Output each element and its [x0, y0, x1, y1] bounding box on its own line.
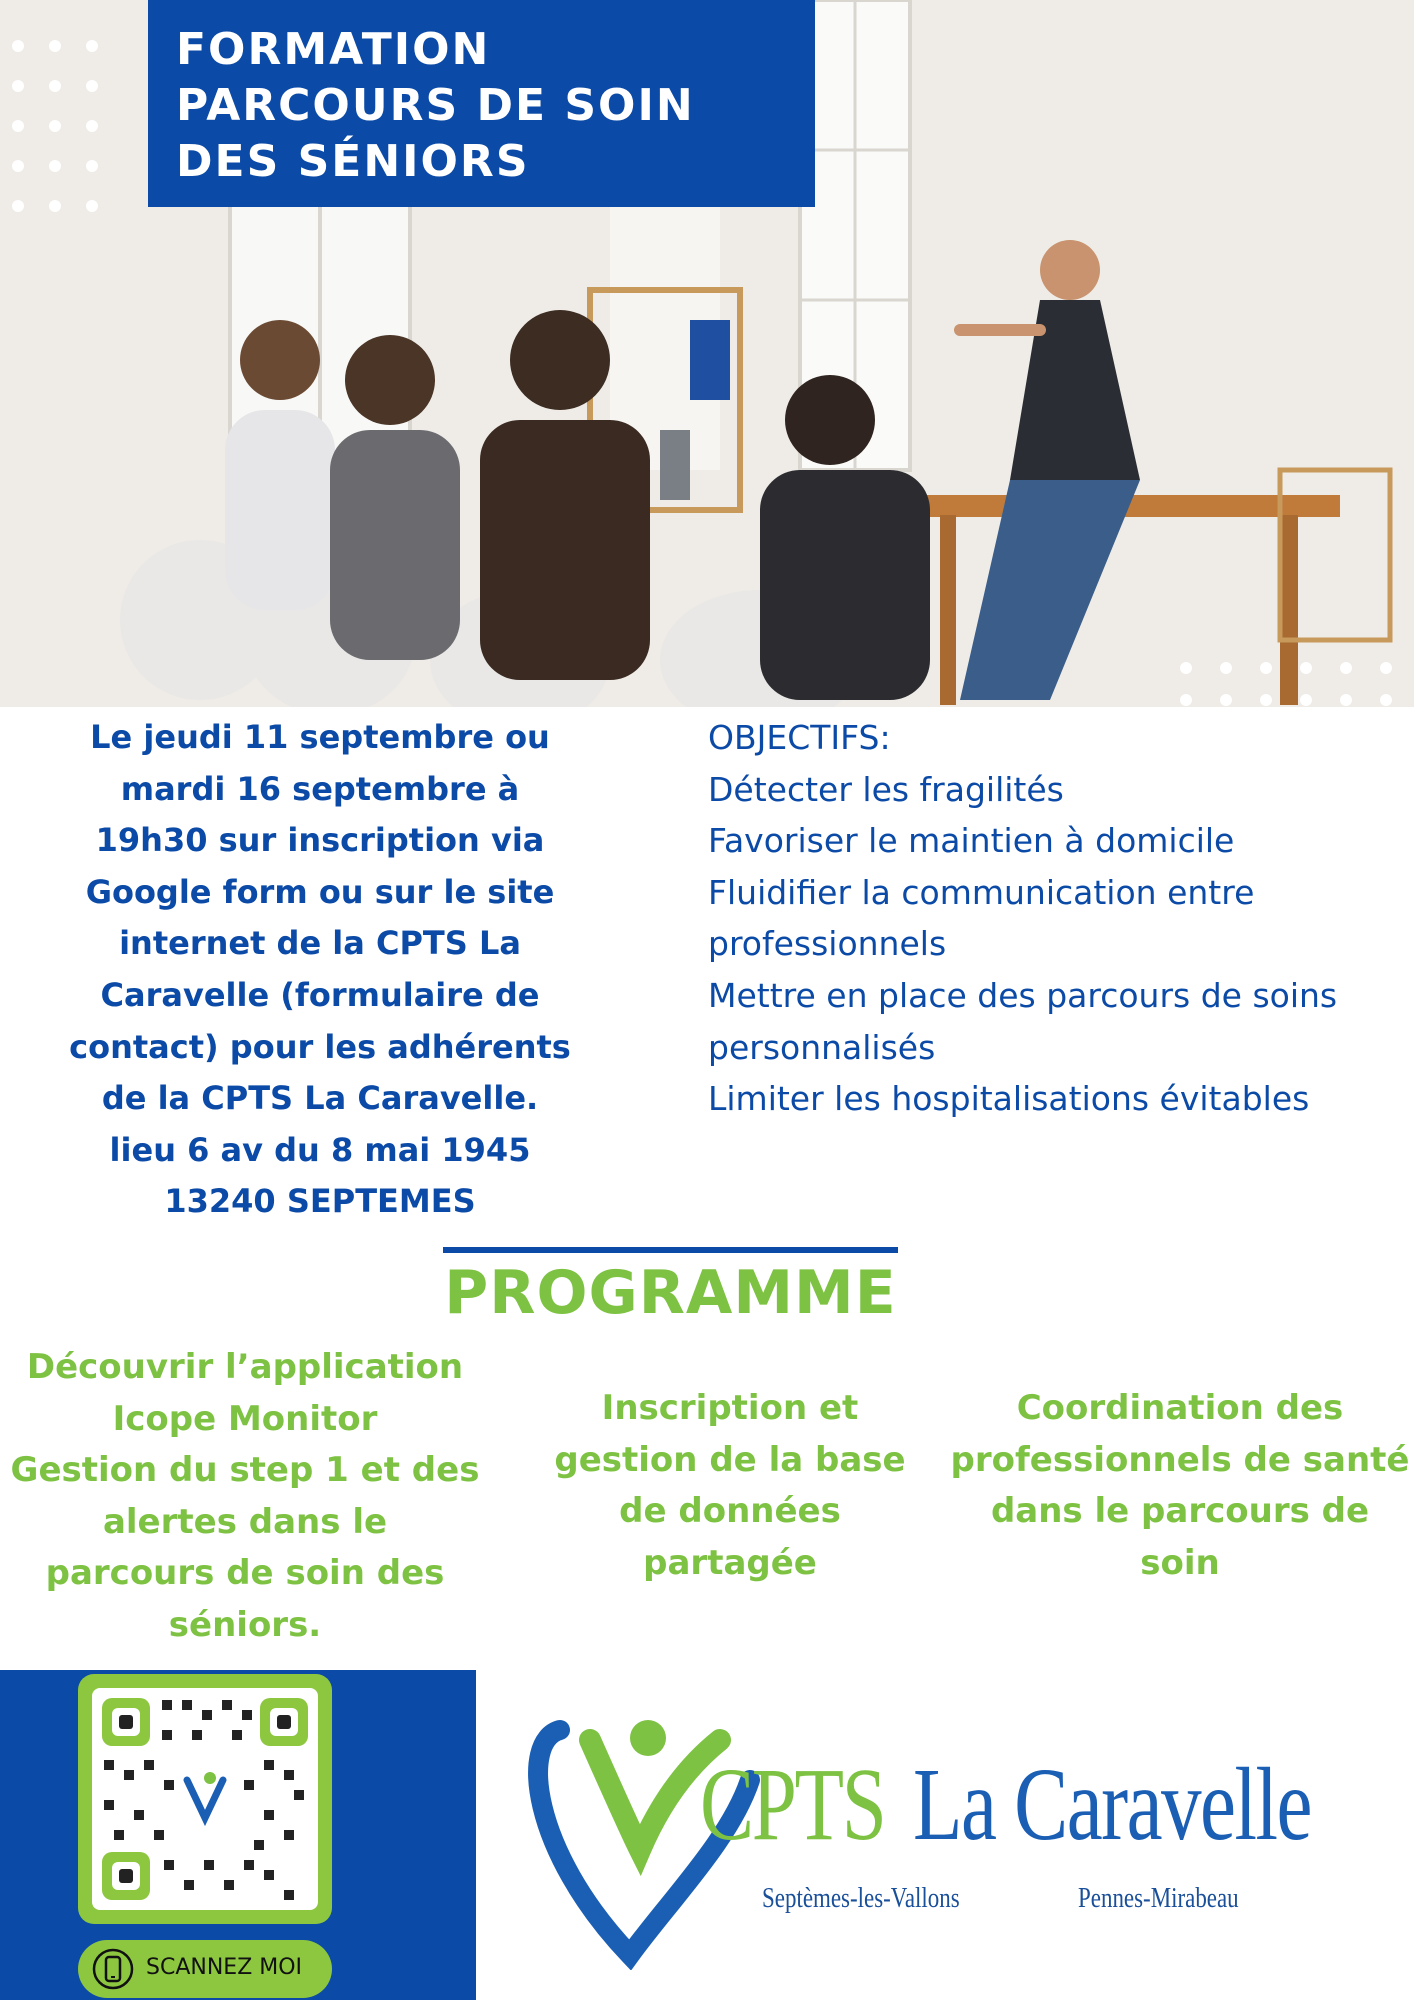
programme-line: soin — [1140, 1542, 1220, 1583]
objective-line: Mettre en place des parcours de soins — [708, 975, 1338, 1015]
programme-item-2 — [545, 1383, 915, 1589]
scan-button-label: SCANNEZ MOI — [146, 1955, 303, 1980]
title-line-1: FORMATION — [176, 24, 491, 75]
programme-line: Icope Monitor — [112, 1398, 378, 1439]
programme-line: gestion de la base — [554, 1439, 906, 1480]
info-line: lieu 6 av du 8 mai 1945 — [109, 1130, 531, 1169]
event-info — [40, 712, 600, 1228]
programme-line: de données — [619, 1491, 841, 1532]
logo-cpts-text: CPTS — [700, 1747, 885, 1862]
dot-pattern-left — [0, 20, 110, 240]
programme-line: Coordination des — [1016, 1388, 1344, 1428]
qr-code-icon — [92, 1688, 318, 1910]
objective-line: professionnels — [708, 924, 947, 964]
info-line: Caravelle (formulaire de — [100, 975, 540, 1014]
programme-item-1 — [10, 1342, 480, 1652]
objective-line: Détecter les fragilités — [708, 769, 1064, 809]
info-line: contact) pour les adhérents — [69, 1027, 571, 1066]
info-line: Le jeudi 11 septembre ou — [90, 718, 550, 756]
phone-icon — [92, 1948, 134, 1990]
programme-line: séniors. — [168, 1604, 322, 1645]
title-banner — [148, 0, 815, 207]
info-line: 19h30 sur inscription via — [95, 821, 545, 860]
programme-item-3 — [945, 1383, 1414, 1589]
objective-line: personnalisés — [708, 1027, 936, 1067]
programme-line: Découvrir l’application — [26, 1347, 464, 1387]
objective-line: Fluidifier la communication entre — [708, 872, 1255, 912]
dot-pattern-right — [1170, 656, 1414, 707]
objectives — [708, 712, 1398, 1125]
programme-line: professionnels de santé — [950, 1439, 1410, 1480]
objective-line: Limiter les hospitalisations évitables — [708, 1079, 1310, 1119]
title-line-2: PARCOURS DE SOIN — [176, 80, 695, 131]
qr-code[interactable] — [92, 1688, 318, 1910]
logo-la-caravelle-text: La Caravelle — [913, 1747, 1311, 1862]
objective-line: Favoriser le maintien à domicile — [708, 821, 1235, 861]
programme-line: Inscription et — [601, 1388, 859, 1428]
programme-line: parcours de soin des — [45, 1553, 445, 1594]
programme-line: alertes dans le — [102, 1501, 388, 1542]
info-line: internet de la CPTS La — [119, 924, 521, 963]
programme-line: dans le parcours de — [990, 1491, 1370, 1532]
info-line: de la CPTS La Caravelle. — [101, 1079, 539, 1118]
programme-title: PROGRAMME — [444, 1258, 897, 1328]
programme-line: partagée — [643, 1542, 817, 1583]
logo-subtitle-pennes: Pennes-Mirabeau — [1078, 1883, 1239, 1914]
programme-line: Gestion du step 1 et des — [10, 1450, 480, 1491]
programme-divider — [443, 1247, 898, 1253]
info-line: 13240 SEPTEMES — [164, 1182, 476, 1221]
logo-subtitle-septemes: Septèmes-les-Vallons — [762, 1883, 960, 1914]
info-line: Google form ou sur le site — [85, 872, 555, 911]
title-line-3: DES SÉNIORS — [176, 136, 530, 187]
objectives-heading: OBJECTIFS: — [708, 718, 891, 757]
info-line: mardi 16 septembre à — [120, 769, 520, 808]
